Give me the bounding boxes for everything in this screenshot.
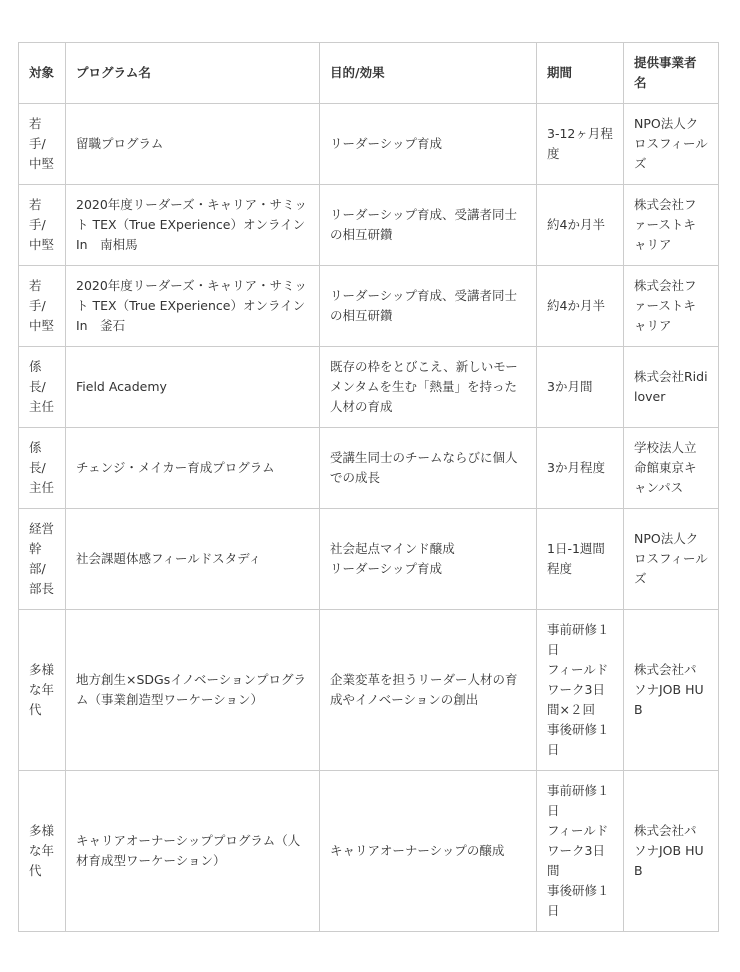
cell-period: 約4か月半 — [537, 185, 624, 266]
table-row — [19, 185, 719, 266]
table-row — [19, 104, 719, 185]
cell-target: 係長/主任 — [19, 347, 66, 428]
cell-target: 若手/中堅 — [19, 266, 66, 347]
table-row — [19, 347, 719, 428]
cell-purpose: 既存の枠をとびこえ、新しいモーメンタムを生む「熱量」を持った人材の育成 — [320, 347, 537, 428]
cell-provider: NPO法人クロスフィールズ — [624, 509, 719, 610]
table-header-row — [19, 43, 719, 104]
header-period: 期間 — [537, 43, 624, 104]
cell-purpose: リーダーシップ育成、受講者同士の相互研鑽 — [320, 266, 537, 347]
table-row — [19, 266, 719, 347]
cell-target: 若手/中堅 — [19, 104, 66, 185]
cell-purpose: リーダーシップ育成、受講者同士の相互研鑽 — [320, 185, 537, 266]
header-target: 対象 — [19, 43, 66, 104]
cell-program: キャリアオーナーシッププログラム（人材育成型ワーケーション） — [66, 771, 320, 932]
cell-provider: 株式会社パソナJOB HUB — [624, 610, 719, 771]
cell-target: 多様な年代 — [19, 771, 66, 932]
cell-period: 約4か月半 — [537, 266, 624, 347]
cell-program: 2020年度リーダーズ・キャリア・サミット TEX（True EXperience）オンライン In 南相馬 — [66, 185, 320, 266]
cell-purpose: 社会起点マインド醸成 リーダーシップ育成 — [320, 509, 537, 610]
cell-period: 3か月間 — [537, 347, 624, 428]
cell-provider: 株式会社ファーストキャリア — [624, 266, 719, 347]
header-purpose: 目的/効果 — [320, 43, 537, 104]
table-row — [19, 509, 719, 610]
cell-purpose: 受講生同士のチームならびに個人での成長 — [320, 428, 537, 509]
table-row — [19, 610, 719, 771]
cell-target: 若手/中堅 — [19, 185, 66, 266]
table-row — [19, 771, 719, 932]
cell-program: 社会課題体感フィールドスタディ — [66, 509, 320, 610]
program-table-container — [18, 42, 718, 932]
cell-target: 多様な年代 — [19, 610, 66, 771]
cell-period: 3-12ヶ月程度 — [537, 104, 624, 185]
cell-program: Field Academy — [66, 347, 320, 428]
cell-purpose: リーダーシップ育成 — [320, 104, 537, 185]
cell-provider: 学校法人立命館東京キャンパス — [624, 428, 719, 509]
cell-purpose: 企業変革を担うリーダー人材の育成やイノベーションの創出 — [320, 610, 537, 771]
cell-period: 事前研修１日 フィールドワーク3日間×２回 事後研修１日 — [537, 610, 624, 771]
cell-provider: NPO法人クロスフィールズ — [624, 104, 719, 185]
cell-period: 3か月程度 — [537, 428, 624, 509]
table-row — [19, 428, 719, 509]
cell-provider: 株式会社ファーストキャリア — [624, 185, 719, 266]
cell-program: 留職プログラム — [66, 104, 320, 185]
cell-program: 地方創生×SDGsイノベーションプログラム（事業創造型ワーケーション） — [66, 610, 320, 771]
cell-period: 事前研修１日 フィールドワーク3日間 事後研修１日 — [537, 771, 624, 932]
cell-period: 1日-1週間程度 — [537, 509, 624, 610]
cell-provider: 株式会社パソナJOB HUB — [624, 771, 719, 932]
cell-target: 経営幹部/部長 — [19, 509, 66, 610]
cell-target: 係長/主任 — [19, 428, 66, 509]
header-program: プログラム名 — [66, 43, 320, 104]
cell-program: 2020年度リーダーズ・キャリア・サミット TEX（True EXperience）オンライン In 釜石 — [66, 266, 320, 347]
cell-provider: 株式会社Ridilover — [624, 347, 719, 428]
header-provider: 提供事業者名 — [624, 43, 719, 104]
cell-purpose: キャリアオーナーシップの醸成 — [320, 771, 537, 932]
program-table — [18, 42, 719, 932]
cell-program: チェンジ・メイカー育成プログラム — [66, 428, 320, 509]
